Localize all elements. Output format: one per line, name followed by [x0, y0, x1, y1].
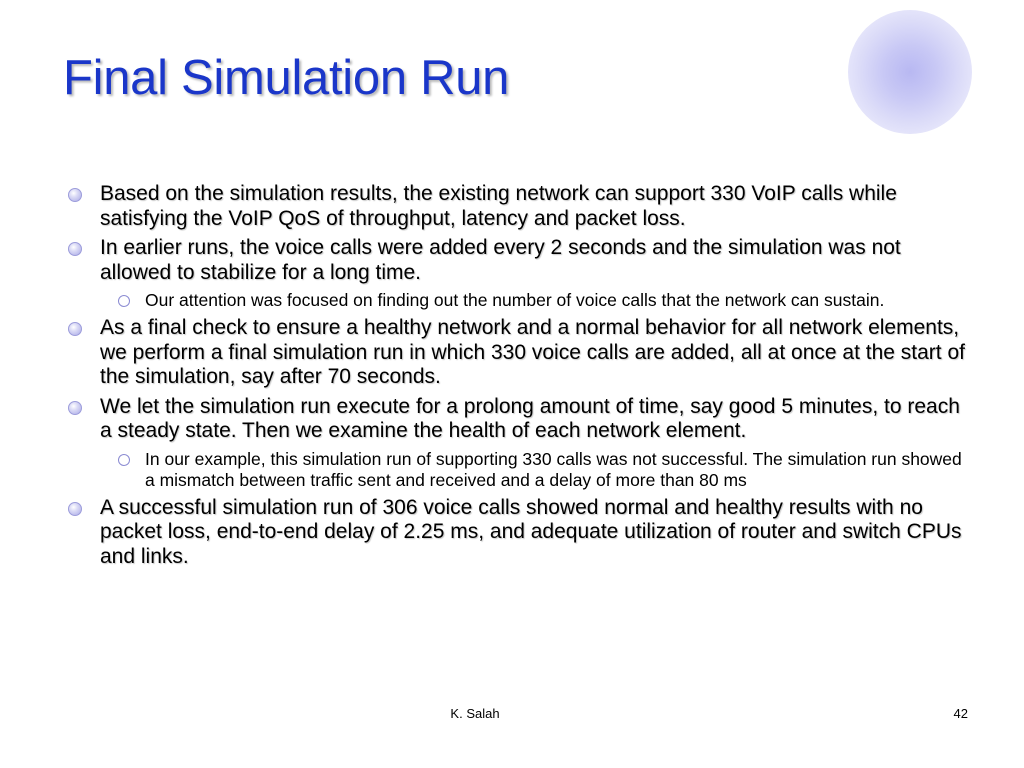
bullet-list	[68, 182, 968, 574]
bullet-text: Based on the simulation results, the existing network can support 330 VoIP calls while satisfying the VoIP QoS of throughput, latency and packet loss.	[100, 182, 897, 230]
bullet-item	[68, 182, 968, 231]
disc-bullet-icon	[68, 188, 82, 202]
sub-bullet-text: Our attention was focused on finding out the number of voice calls that the network can sustain.	[145, 290, 885, 310]
decorative-circle-icon	[848, 10, 972, 134]
bullet-text: A successful simulation run of 306 voice calls showed normal and healthy results with no packet loss, end-to-end delay of 2.25 ms, and adequate utilization of router and switch CPUs and links.	[100, 495, 962, 568]
disc-bullet-icon	[68, 322, 82, 336]
sub-bullet-item	[68, 449, 968, 491]
disc-bullet-icon	[68, 242, 82, 256]
bullet-text: In earlier runs, the voice calls were added every 2 seconds and the simulation was not allowed to stabilize for a long time.	[100, 236, 901, 284]
footer-author: K. Salah	[450, 706, 500, 721]
bullet-item	[68, 316, 968, 390]
disc-bullet-icon	[68, 502, 82, 516]
disc-bullet-icon	[68, 401, 82, 415]
ring-bullet-icon	[118, 295, 130, 307]
bullet-item	[68, 395, 968, 444]
ring-bullet-icon	[118, 454, 130, 466]
bullet-item	[68, 236, 968, 285]
bullet-item	[68, 496, 968, 570]
bullet-text: As a final check to ensure a healthy network and a normal behavior for all network elements, we perform a final simulation run in which 330 voice calls are added, all at once at the start of the simulation, say after 70 seconds.	[100, 316, 965, 388]
slide-title: Final Simulation Run	[63, 51, 510, 105]
sub-bullet-text: In our example, this simulation run of supporting 330 calls was not successful. The simulation run showed a mismatch between traffic sent and received and a delay of more than 80 ms	[145, 448, 962, 490]
page-number: 42	[953, 706, 968, 721]
sub-bullet-item	[68, 290, 968, 311]
bullet-text: We let the simulation run execute for a prolong amount of time, say good 5 minutes, to reach a steady state. Then we examine the health of each network element.	[100, 394, 960, 442]
